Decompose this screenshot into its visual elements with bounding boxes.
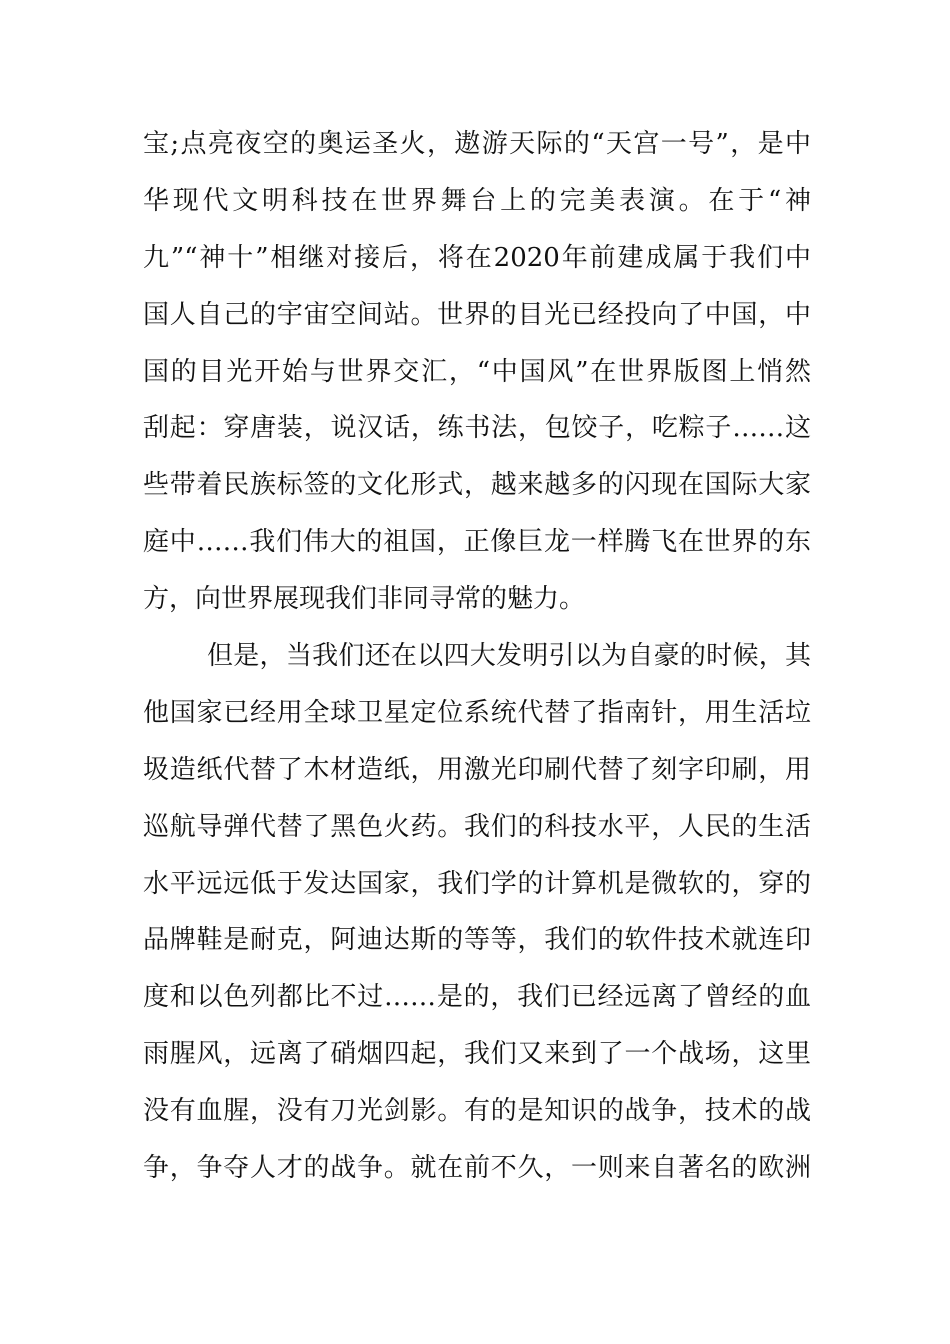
text-line: 没有血腥，没有刀光剑影。有的是知识的战争，技术的战	[143, 1096, 811, 1127]
paragraph-end-line: 方，向世界展现我们非同寻常的魅力。	[143, 584, 586, 615]
text-line: 水平远远低于发达国家，我们学的计算机是微软的，穿的	[143, 868, 811, 899]
text-line: 庭中……我们伟大的祖国，正像巨龙一样腾飞在世界的东	[143, 527, 811, 558]
text-line: 刮起：穿唐装，说汉话，练书法，包饺子，吃粽子……这	[143, 413, 811, 444]
paragraph-start-line: 但是，当我们还在以四大发明引以为自豪的时候，其	[207, 641, 811, 672]
text-line: 度和以色列都比不过……是的，我们已经远离了曾经的血	[143, 982, 811, 1013]
text-line: 圾造纸代替了木材造纸，用激光印刷代替了刻字印刷，用	[143, 754, 811, 785]
text-line: 他国家已经用全球卫星定位系统代替了指南针，用生活垃	[143, 697, 811, 728]
body-text	[143, 116, 811, 1197]
text-line: 些带着民族标签的文化形式，越来越多的闪现在国际大家	[143, 470, 811, 501]
text-line: 国人自己的宇宙空间站。世界的目光已经投向了中国，中	[143, 299, 811, 330]
text-line: 巡航导弹代替了黑色火药。我们的科技水平，人民的生活	[143, 811, 811, 842]
text-line: 品牌鞋是耐克，阿迪达斯的等等，我们的软件技术就连印	[143, 925, 811, 956]
text-line: 华现代文明科技在世界舞台上的完美表演。在于“神	[143, 185, 811, 216]
text-line: 雨腥风，远离了硝烟四起，我们又来到了一个战场，这里	[143, 1039, 811, 1070]
text-line: 国的目光开始与世界交汇，“中国风”在世界版图上悄然	[143, 356, 811, 387]
text-line: 九”“神十”相继对接后，将在2020年前建成属于我们中	[143, 242, 811, 273]
text-line: 宝;点亮夜空的奥运圣火，遨游天际的“天宫一号”，是中	[143, 129, 811, 159]
text-line: 争，争夺人才的战争。就在前不久，一则来自著名的欧洲	[143, 1153, 811, 1184]
